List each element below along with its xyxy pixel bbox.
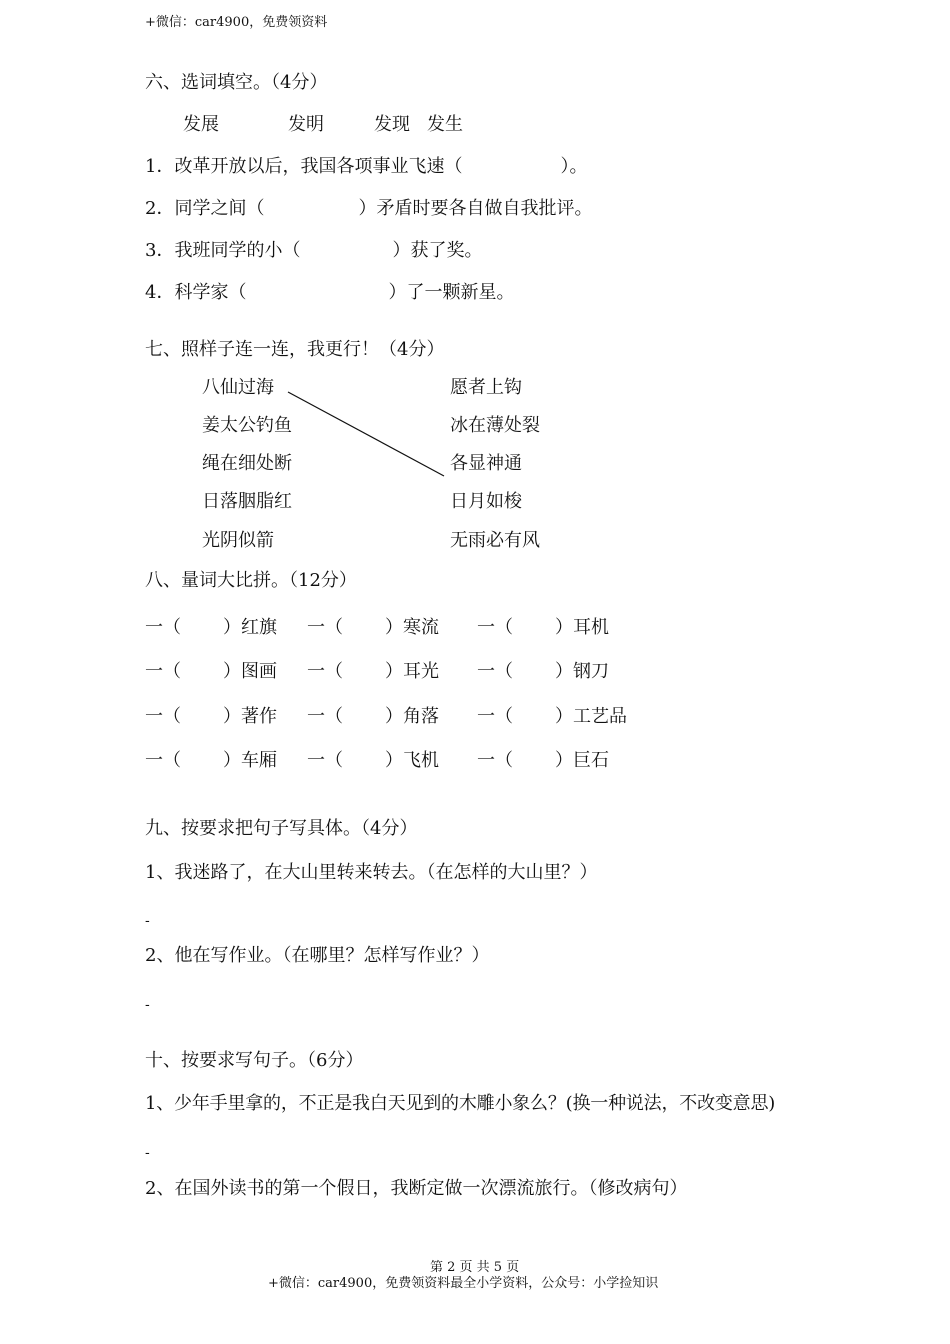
measure-blank-open: 一（: [477, 750, 513, 771]
measure-noun: 图画: [241, 661, 277, 682]
answer-line[interactable]: -: [145, 1145, 150, 1161]
measure-blank-open: 一（: [145, 750, 181, 771]
question-text: 4．科学家（: [145, 282, 247, 303]
answer-line[interactable]: -: [145, 997, 150, 1013]
measure-blank-open: 一（: [477, 661, 513, 682]
measure-answer-blank[interactable]: [179, 746, 219, 768]
measure-answer-blank[interactable]: [511, 746, 551, 768]
measure-blank-close: ）: [385, 617, 403, 638]
section-7-title: 七、照样子连一连，我更行！（4分）: [145, 339, 445, 360]
measure-blank-open: 一（: [477, 706, 513, 727]
measure-blank-close: ）: [555, 661, 573, 682]
measure-blank-open: 一（: [145, 617, 181, 638]
measure-blank-close: ）: [223, 661, 241, 682]
measure-answer-blank[interactable]: [341, 657, 381, 679]
rewrite-question: 1、少年手里拿的，不正是我白天见到的木雕小象么？(换一种说法，不改变意思): [145, 1093, 776, 1114]
measure-answer-blank[interactable]: [179, 657, 219, 679]
idiom-left[interactable]: 八仙过海: [202, 377, 274, 398]
choice-word: 发明: [288, 114, 324, 135]
rewrite-question: 1、我迷路了，在大山里转来转去。（在怎样的大山里？）: [145, 862, 598, 883]
measure-answer-blank[interactable]: [511, 657, 551, 679]
footer-text: +微信：car4900，免费领资料最全小学资料，公众号：小学捡知识: [268, 1276, 659, 1291]
measure-blank-open: 一（: [145, 706, 181, 727]
idiom-left[interactable]: 日落胭脂红: [202, 491, 292, 512]
measure-blank-close: ）: [385, 750, 403, 771]
measure-blank-close: ）: [385, 706, 403, 727]
measure-answer-blank[interactable]: [341, 702, 381, 724]
measure-blank-close: ）: [555, 617, 573, 638]
measure-blank-close: ）: [555, 750, 573, 771]
question-text: ）。: [560, 156, 588, 177]
measure-noun: 钢刀: [573, 661, 609, 682]
idiom-right[interactable]: 无雨必有风: [450, 530, 540, 551]
measure-noun: 耳光: [403, 661, 439, 682]
measure-noun: 寒流: [403, 617, 439, 638]
idiom-left[interactable]: 姜太公钓鱼: [202, 415, 292, 436]
idiom-right[interactable]: 日月如梭: [450, 491, 522, 512]
measure-answer-blank[interactable]: [511, 702, 551, 724]
measure-blank-close: ）: [555, 706, 573, 727]
measure-answer-blank[interactable]: [179, 613, 219, 635]
measure-blank-open: 一（: [477, 617, 513, 638]
idiom-left[interactable]: 光阴似箭: [202, 530, 274, 551]
answer-line[interactable]: -: [145, 913, 150, 929]
rewrite-question: 2、他在写作业。（在哪里？怎样写作业？）: [145, 945, 490, 966]
measure-blank-close: ）: [223, 617, 241, 638]
question-text: 2．同学之间（: [145, 198, 265, 219]
measure-noun: 角落: [403, 706, 439, 727]
measure-blank-open: 一（: [307, 617, 343, 638]
measure-noun: 工艺品: [573, 706, 627, 727]
measure-noun: 红旗: [241, 617, 277, 638]
measure-noun: 车厢: [241, 750, 277, 771]
section-9-title: 九、按要求把句子写具体。（4分）: [145, 818, 418, 839]
idiom-left[interactable]: 绳在细处断: [202, 453, 292, 474]
section-8-title: 八、量词大比拼。（12分）: [145, 570, 357, 591]
measure-blank-open: 一（: [307, 661, 343, 682]
measure-blank-open: 一（: [145, 661, 181, 682]
measure-noun: 耳机: [573, 617, 609, 638]
idiom-right[interactable]: 冰在薄处裂: [450, 415, 540, 436]
section-10-title: 十、按要求写句子。（6分）: [145, 1050, 364, 1071]
question-text: 3．我班同学的小（: [145, 240, 301, 261]
idiom-right[interactable]: 愿者上钩: [450, 377, 522, 398]
choice-word: 发生: [427, 114, 463, 135]
measure-noun: 著作: [241, 706, 277, 727]
choice-word: 发现: [374, 114, 410, 135]
measure-blank-close: ）: [223, 706, 241, 727]
measure-answer-blank[interactable]: [179, 702, 219, 724]
rewrite-question: 2、在国外读书的第一个假日，我断定做一次漂流旅行。（修改病句）: [145, 1178, 688, 1199]
question-text: 1．改革开放以后，我国各项事业飞速（: [145, 156, 463, 177]
measure-answer-blank[interactable]: [341, 613, 381, 635]
measure-blank-close: ）: [223, 750, 241, 771]
question-text: ）矛盾时要各自做自我批评。: [358, 198, 593, 219]
idiom-right[interactable]: 各显神通: [450, 453, 522, 474]
measure-noun: 飞机: [403, 750, 439, 771]
question-text: ）了一颗新星。: [388, 282, 515, 303]
measure-blank-open: 一（: [307, 750, 343, 771]
measure-answer-blank[interactable]: [341, 746, 381, 768]
question-text: ）获了奖。: [392, 240, 483, 261]
section-6-title: 六、选词填空。（4分）: [145, 72, 328, 93]
header-text: +微信：car4900，免费领资料: [145, 15, 328, 30]
choice-word: 发展: [183, 114, 219, 135]
measure-noun: 巨石: [573, 750, 609, 771]
measure-blank-close: ）: [385, 661, 403, 682]
measure-blank-open: 一（: [307, 706, 343, 727]
page-number: 第 2 页 共 5 页: [430, 1260, 520, 1275]
measure-answer-blank[interactable]: [511, 613, 551, 635]
